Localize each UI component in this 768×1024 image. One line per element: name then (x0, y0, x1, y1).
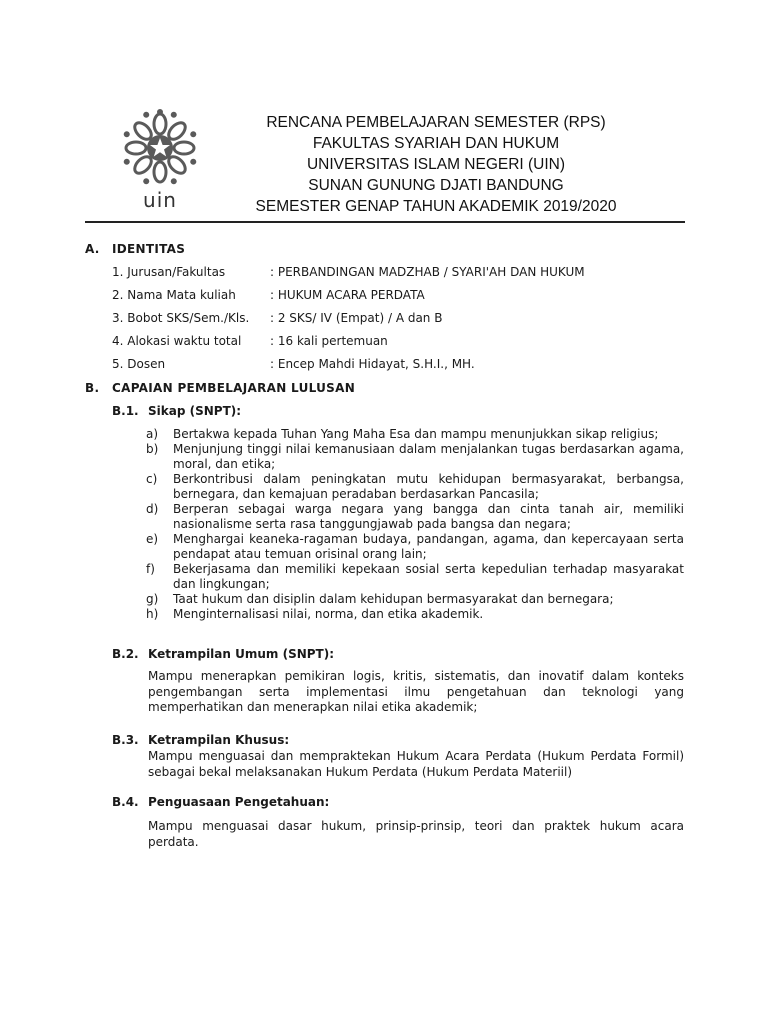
list-text: Berperan sebagai warga negara yang bangga dan cinta tanah air, memiliki nasionalisme serta rasa tanggungjawab pada bangsa dan negara; (173, 502, 684, 531)
list-text: Bekerjasama dan memiliki kepekaan sosial serta kepedulian terhadap masyarakat dan lingkungan; (173, 562, 684, 591)
identity-value: : PERBANDINGAN MADZHAB / SYARI'AH DAN HUKUM (270, 265, 585, 279)
list-item (146, 427, 684, 442)
section-b-letter: B. (85, 381, 100, 395)
list-marker: g) (146, 592, 159, 606)
list-marker: a) (146, 427, 159, 441)
header-faculty: FAKULTAS SYARIAH DAN HUKUM (312, 135, 560, 152)
list-marker: c) (146, 472, 158, 486)
subsection-title: Ketrampilan Khusus: (148, 733, 290, 747)
header-divider (85, 221, 685, 223)
subsection-title: Ketrampilan Umum (SNPT): (148, 647, 335, 661)
identity-label: 5. Dosen (112, 357, 166, 371)
header-university: UNIVERSITAS ISLAM NEGERI (UIN) (306, 156, 566, 173)
list-text: Taat hukum dan disiplin dalam kehidupan bermasyarakat dan bernegara; (173, 592, 614, 606)
logo-wordmark: uin (143, 188, 177, 212)
list-item (146, 562, 684, 592)
identity-value: : 16 kali pertemuan (270, 334, 388, 348)
subsection-number: B.2. (112, 647, 139, 661)
list-item (146, 532, 684, 562)
header-campus: SUNAN GUNUNG DJATI BANDUNG (308, 177, 564, 194)
list-marker: e) (146, 532, 159, 546)
list-text: Berkontribusi dalam peningkatan mutu kehidupan bermasyarakat, berbangsa, bernegara, dan kemajuan peradaban berdasarkan Pancasila; (173, 472, 684, 501)
attitude-list (146, 427, 684, 622)
subsection-title: Sikap (SNPT): (148, 404, 242, 418)
list-marker: b) (146, 442, 159, 456)
list-item (146, 442, 684, 472)
list-text: Menginternalisasi nilai, norma, dan etika akademik. (173, 607, 484, 621)
section-a-letter: A. (85, 242, 100, 256)
header-semester: SEMESTER GENAP TAHUN AKADEMIK 2019/2020 (255, 198, 617, 215)
list-item (146, 592, 684, 607)
list-item (146, 472, 684, 502)
identity-value: : Encep Mahdi Hidayat, S.H.I., MH. (270, 357, 475, 371)
general-skills-text: Mampu menerapkan pemikiran logis, kritis, sistematis, dan inovatif dalam konteks pengembangan serta implementasi ilmu pengetahuan dan teknologi yang memperhatikan dan menerapkan nilai etika akademik; (148, 669, 684, 714)
identity-label: 3. Bobot SKS/Sem./Kls. (112, 311, 250, 325)
flower-star-logo-icon (108, 108, 212, 188)
header-title: RENCANA PEMBELAJARAN SEMESTER (RPS) (266, 114, 606, 131)
list-text: Bertakwa kepada Tuhan Yang Maha Esa dan mampu menunjukkan sikap religius; (173, 427, 659, 441)
subsection-number: B.3. (112, 733, 139, 747)
list-marker: f) (146, 562, 155, 576)
list-marker: h) (146, 607, 159, 621)
uin-logo (108, 108, 212, 212)
list-text: Menghargai keaneka-ragaman budaya, pandangan, agama, dan kepercayaan serta pendapat atau temuan orisinal orang lain; (173, 532, 684, 561)
identity-label: 1. Jurusan/Fakultas (112, 265, 226, 279)
list-marker: d) (146, 502, 159, 516)
subsection-number: B.4. (112, 795, 139, 809)
identity-value: : 2 SKS/ IV (Empat) / A dan B (270, 311, 443, 325)
list-item (146, 502, 684, 532)
document-header (230, 112, 642, 217)
identity-label: 4. Alokasi waktu total (112, 334, 242, 348)
subsection-title: Penguasaan Pengetahuan: (148, 795, 330, 809)
section-a-title: IDENTITAS (112, 242, 186, 256)
list-item (146, 607, 684, 622)
knowledge-text: Mampu menguasai dasar hukum, prinsip-prinsip, teori dan praktek hukum acara perdata. (148, 819, 684, 849)
identity-value: : HUKUM ACARA PERDATA (270, 288, 425, 302)
identity-label: 2. Nama Mata kuliah (112, 288, 236, 302)
special-skills-text: Mampu menguasai dan mempraktekan Hukum Acara Perdata (Hukum Perdata Formil) sebagai bekal melaksanakan Hukum Perdata (Hukum Perdata Materiil) (148, 749, 684, 779)
list-text: Menjunjung tinggi nilai kemanusiaan dalam menjalankan tugas berdasarkan agama, moral, dan etika; (173, 442, 684, 471)
section-b-title: CAPAIAN PEMBELAJARAN LULUSAN (112, 381, 356, 395)
subsection-number: B.1. (112, 404, 139, 418)
